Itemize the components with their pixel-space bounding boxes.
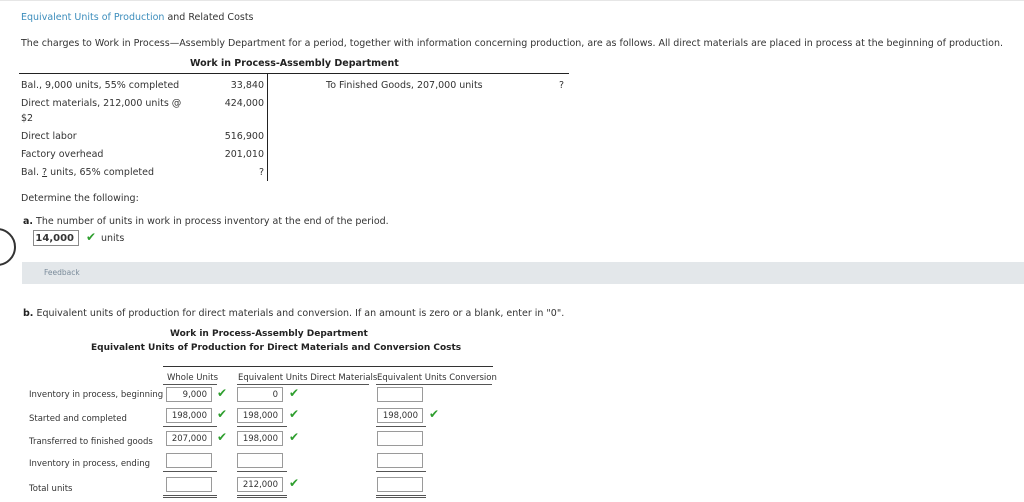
ending-unknown: ? <box>42 167 48 178</box>
whole-units-input[interactable]: 198,000 <box>166 408 212 423</box>
check-icon: ✔ <box>86 230 97 244</box>
title-rest: and Related Costs <box>164 12 254 23</box>
part-a-unit: units <box>101 233 125 244</box>
header-underline <box>163 384 217 385</box>
ledger-debit-label: Direct labor <box>21 131 77 142</box>
ledger-ending-balance <box>21 167 154 178</box>
ledger-debit-amount: 201,010 <box>224 149 264 160</box>
dm-input[interactable]: 198,000 <box>237 408 283 423</box>
ledger-debit-amount: 516,900 <box>224 131 264 142</box>
conversion-input[interactable] <box>377 431 423 446</box>
ledger-top-line <box>19 73 569 74</box>
total-double-underline <box>163 495 217 498</box>
subtotal-underline <box>376 471 426 472</box>
conversion-input[interactable]: 198,000 <box>377 408 423 423</box>
ledger-credit-amount: ? <box>558 80 564 91</box>
check-icon: ✔ <box>289 430 300 444</box>
conversion-input[interactable] <box>377 453 423 468</box>
determine-text: Determine the following: <box>21 193 139 204</box>
title-link[interactable]: Equivalent Units of Production <box>21 12 165 23</box>
dm-input[interactable]: 198,000 <box>237 431 283 446</box>
top-divider <box>0 0 1024 1</box>
whole-units-input[interactable]: 9,000 <box>166 387 212 402</box>
header-underline <box>376 384 492 385</box>
ledger-credit-label: To Finished Goods, 207,000 units <box>326 80 483 91</box>
ledger-divider <box>267 73 268 181</box>
ledger-debit-label: Bal., 9,000 units, 55% completed <box>21 80 180 91</box>
conversion-input[interactable] <box>377 477 423 492</box>
check-icon: ✔ <box>217 430 228 444</box>
total-double-underline <box>376 495 426 498</box>
subtotal-underline <box>376 426 426 427</box>
conversion-input[interactable] <box>377 387 423 402</box>
part-a-answer-input[interactable]: 14,000 <box>33 230 79 246</box>
table-subtitle: Equivalent Units of Production for Direct Materials and Conversion Costs <box>91 343 462 353</box>
whole-units-input[interactable] <box>166 477 212 492</box>
subtotal-underline <box>163 426 217 427</box>
subtotal-underline <box>163 471 217 472</box>
part-a-text: The number of units in work in process inventory at the end of the period. <box>33 216 389 227</box>
header-underline <box>237 384 369 385</box>
row-label: Inventory in process, beginning <box>29 390 164 400</box>
row-label: Inventory in process, ending <box>29 459 150 469</box>
dm-input[interactable]: 212,000 <box>237 477 283 492</box>
check-icon: ✔ <box>289 386 300 400</box>
subtotal-underline <box>237 426 287 427</box>
intro-text: The charges to Work in Process—Assembly Department for a period, together with information concerning production, are as follows. All direct materials are placed in process at the beginning of production. <box>21 38 1003 49</box>
focus-circle <box>0 228 16 266</box>
row-label: Total units <box>29 484 73 494</box>
ending-prefix: Bal. <box>21 167 43 178</box>
dm-input[interactable] <box>237 453 283 468</box>
feedback-label[interactable]: Feedback <box>44 268 80 277</box>
ending-suffix: units, 65% completed <box>47 167 155 178</box>
whole-units-input[interactable] <box>166 453 212 468</box>
header-whole-units: Whole Units <box>167 373 219 383</box>
header-dm: Equivalent Units Direct Materials <box>238 373 378 383</box>
check-icon: ✔ <box>289 476 300 490</box>
part-a-letter: a. <box>23 216 34 227</box>
feedback-bar[interactable] <box>22 262 1024 284</box>
ledger-ending-amount: ? <box>258 167 264 178</box>
row-label: Transferred to finished goods <box>29 437 153 447</box>
header-conversion: Equivalent Units Conversion <box>377 373 497 383</box>
total-double-underline <box>237 495 287 498</box>
ledger-debit-amount: 33,840 <box>230 80 264 91</box>
part-a-question <box>23 216 389 227</box>
ledger-debit-label: Direct materials, 212,000 units @ <box>21 98 182 109</box>
check-icon: ✔ <box>429 407 440 421</box>
part-b-question <box>23 308 564 319</box>
row-label: Started and completed <box>29 414 127 424</box>
ledger-debit-label: Factory overhead <box>21 149 104 160</box>
part-b-text: Equivalent units of production for direct materials and conversion. If an amount is zero or a blank, enter in "0". <box>33 308 565 319</box>
ledger-debit-amount: 424,000 <box>224 98 264 109</box>
table-top-rule <box>163 366 493 367</box>
check-icon: ✔ <box>217 386 228 400</box>
page-title <box>21 12 254 23</box>
part-b-letter: b. <box>23 308 34 319</box>
subtotal-underline <box>237 471 287 472</box>
table-title: Work in Process-Assembly Department <box>170 329 368 339</box>
check-icon: ✔ <box>289 407 300 421</box>
dm-input[interactable]: 0 <box>237 387 283 402</box>
ledger-title: Work in Process-Assembly Department <box>190 58 399 69</box>
ledger-debit-label: $2 <box>21 113 34 124</box>
whole-units-input[interactable]: 207,000 <box>166 431 212 446</box>
check-icon: ✔ <box>217 407 228 421</box>
